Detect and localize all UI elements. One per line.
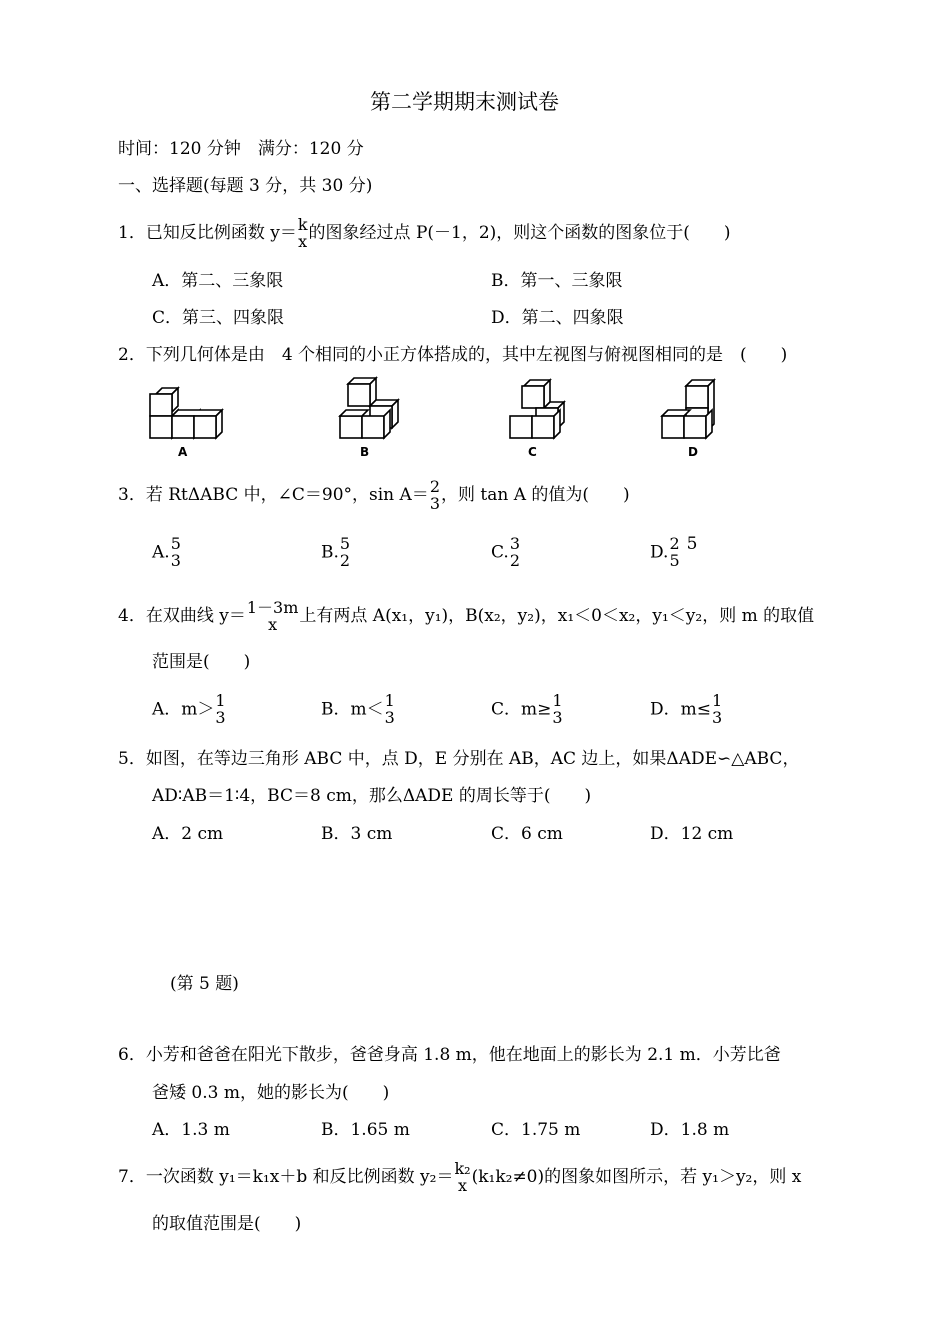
option-a[interactable]: A．第二、三象限 bbox=[152, 271, 284, 291]
option-b[interactable]: B. 5 2 bbox=[321, 534, 351, 570]
option-b[interactable]: B．m＜ 1 3 bbox=[321, 691, 395, 727]
question-7: 7．一次函数 y₁＝k₁x＋b 和反比例函数 y₂＝ k₂ x (k₁k₂≠0)的图象如图所示，若 y₁＞y₂，则 x bbox=[118, 1158, 802, 1195]
section-heading: 一、选择题(每题 3 分，共 30 分) bbox=[118, 176, 373, 196]
question-number: 1． bbox=[118, 223, 146, 243]
exam-meta: 时间：120 分钟 满分：120 分 bbox=[118, 139, 364, 159]
question-text: 的图象经过点 P(－1，2)，则这个函数的图象位于( ) bbox=[308, 223, 731, 243]
page-title: 第二学期期末测试卷 bbox=[370, 90, 559, 114]
fraction: 1－3m x bbox=[246, 597, 299, 634]
figure-label-b: B bbox=[360, 445, 370, 459]
option-a[interactable]: A．1.3 m bbox=[152, 1120, 230, 1140]
option-c[interactable]: C．第三、四象限 bbox=[152, 308, 285, 328]
question-1 bbox=[118, 216, 731, 250]
figure-label-a: A bbox=[178, 445, 188, 459]
option-b[interactable]: B．1.65 m bbox=[321, 1120, 410, 1140]
option-d[interactable]: D．第二、四象限 bbox=[491, 308, 624, 328]
question-6-line2: 爸矮 0.3 m，她的影长为( ) bbox=[152, 1083, 390, 1103]
option-d[interactable]: D. 2 5 5 bbox=[650, 534, 698, 570]
figure-caption: (第 5 题) bbox=[170, 974, 239, 994]
option-b[interactable]: B．3 cm bbox=[321, 824, 393, 844]
question-7-line2: 的取值范围是( ) bbox=[152, 1214, 302, 1234]
option-c[interactable]: C．1.75 m bbox=[491, 1120, 581, 1140]
option-a[interactable]: A．2 cm bbox=[152, 824, 224, 844]
option-d[interactable]: D．1.8 m bbox=[650, 1120, 730, 1140]
option-c[interactable]: C．6 cm bbox=[491, 824, 563, 844]
figure-label-d: D bbox=[688, 445, 698, 459]
option-b[interactable]: B．第一、三象限 bbox=[491, 271, 623, 291]
fraction: k₂ x bbox=[454, 1158, 471, 1195]
option-c[interactable]: C．m≥ 1 3 bbox=[491, 691, 563, 727]
question-4-line2: 范围是( ) bbox=[152, 652, 251, 672]
option-d[interactable]: D．m≤ 1 3 bbox=[650, 691, 723, 727]
question-text: 已知反比例函数 y＝ bbox=[145, 223, 297, 243]
question-6: 6．小芳和爸爸在阳光下散步，爸爸身高 1.8 m，他在地面上的影长为 2.1 m．小芳比爸 bbox=[118, 1045, 781, 1065]
cube-figure-b[interactable] bbox=[334, 378, 424, 458]
cube-figure-c[interactable] bbox=[506, 378, 596, 458]
question-4: 4．在双曲线 y＝ 1－3m x 上有两点 A(x₁，y₁)，B(x₂，y₂)，x₁＜0＜x₂，y₁＜y₂，则 m 的取值 bbox=[118, 597, 815, 634]
fraction: k x bbox=[297, 214, 308, 251]
question-3: 3．若 RtΔABC 中，∠C＝90°，sin A＝ 2 3 ，则 tan A 的值为( ) bbox=[118, 476, 630, 513]
question-5-line2: AD∶AB＝1∶4，BC＝8 cm，那么ΔADE 的周长等于( ) bbox=[152, 786, 592, 806]
question-2: 2．下列几何体是由 4 个相同的小正方体搭成的，其中左视图与俯视图相同的是 ( ) bbox=[118, 345, 788, 365]
figure-label-c: C bbox=[528, 445, 537, 459]
fraction: 2 3 bbox=[429, 476, 440, 513]
cube-figure-d[interactable] bbox=[660, 378, 750, 458]
option-d[interactable]: D．12 cm bbox=[650, 824, 734, 844]
cube-figure-a[interactable] bbox=[148, 378, 238, 458]
option-c[interactable]: C. 3 2 bbox=[491, 534, 520, 570]
option-a[interactable]: A. 5 3 bbox=[152, 534, 181, 570]
question-5: 5．如图，在等边三角形 ABC 中，点 D，E 分别在 AB，AC 边上，如果ΔADE∽△ABC， bbox=[118, 749, 800, 769]
option-a[interactable]: A．m＞ 1 3 bbox=[152, 691, 226, 727]
